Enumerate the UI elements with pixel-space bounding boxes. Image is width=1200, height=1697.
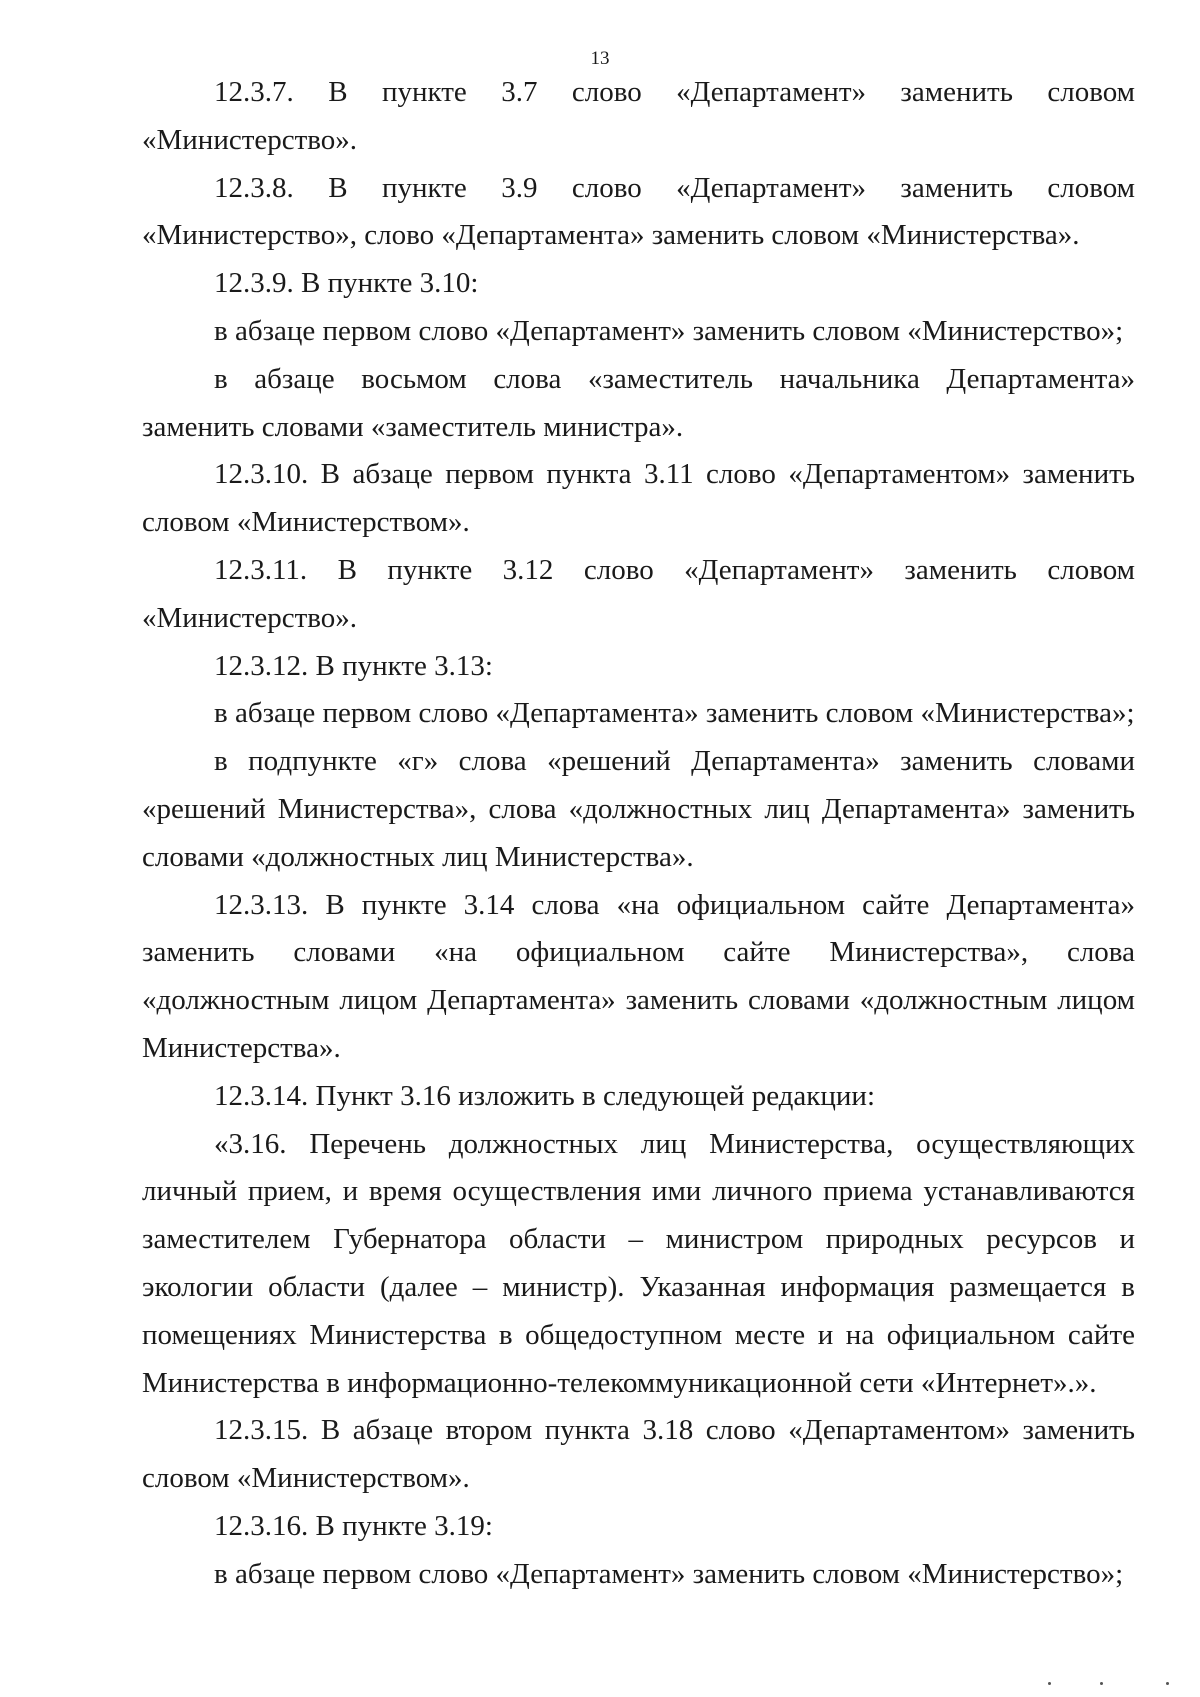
paragraph-12-3-12-podpunkt-g: в подпункте «г» слова «решений Департамента» заменить словами «решений Министерства», слова «должностных лиц Департамента» заменить словами «должностных лиц Министерства». <box>142 745 1135 873</box>
page-number: 13 <box>590 48 610 69</box>
paragraph-12-3-8: 12.3.8. В пункте 3.9 слово «Департамент» заменить словом «Министерство», слово «Департамента» заменить словом «Министерства». <box>142 171 1135 252</box>
paragraph-3-16-new-text: «3.16. Перечень должностных лиц Министерства, осуществляющих личный прием, и время осуществления ими личного приема устанавливаются заместителем Губернатора области – министром природных ресурсов и экологии области (далее – министр). Указанная информация размещается в помещениях Министерства в общедоступном месте и на официальном сайте Министерства в информационно-телекоммуникационной сети «Интернет».». <box>142 1127 1135 1399</box>
paragraph-12-3-12-abzac-1: в абзаце первом слово «Департамента» заменить словом «Министерства»; <box>214 697 1135 730</box>
paragraph-12-3-15: 12.3.15. В абзаце втором пункта 3.18 слово «Департаментом» заменить словом «Министерством». <box>142 1414 1135 1495</box>
paragraph-12-3-14: 12.3.14. Пункт 3.16 изложить в следующей редакции: <box>214 1079 876 1112</box>
paragraph-12-3-12: 12.3.12. В пункте 3.13: <box>214 649 493 682</box>
scan-speck <box>1166 1682 1169 1685</box>
paragraph-12-3-16-abzac-1: в абзаце первом слово «Департамент» заменить словом «Министерство»; <box>214 1557 1124 1590</box>
scan-speck <box>1100 1682 1103 1685</box>
scan-speck <box>1048 1682 1051 1685</box>
paragraph-12-3-7: 12.3.7. В пункте 3.7 слово «Департамент» заменить словом «Министерство». <box>142 76 1135 156</box>
paragraph-12-3-16: 12.3.16. В пункте 3.19: <box>214 1509 493 1542</box>
paragraph-12-3-13: 12.3.13. В пункте 3.14 слова «на официальном сайте Департамента» заменить словами «на официальном сайте Министерства», слова «должностным лицом Департамента» заменить словами «должностным лицом Министерства». <box>142 888 1135 1064</box>
paragraph-12-3-11: 12.3.11. В пункте 3.12 слово «Департамент» заменить словом «Министерство». <box>142 553 1135 634</box>
paragraph-12-3-9: 12.3.9. В пункте 3.10: <box>214 267 479 300</box>
paragraph-12-3-9-abzac-1: в абзаце первом слово «Департамент» заменить словом «Министерство»; <box>214 314 1124 347</box>
paragraph-12-3-10: 12.3.10. В абзаце первом пункта 3.11 слово «Департаментом» заменить словом «Министерством». <box>142 458 1135 539</box>
document-body <box>142 69 1135 1599</box>
paragraph-12-3-9-abzac-8: в абзаце восьмом слова «заместитель начальника Департамента» заменить словами «заместитель министра». <box>142 362 1135 443</box>
